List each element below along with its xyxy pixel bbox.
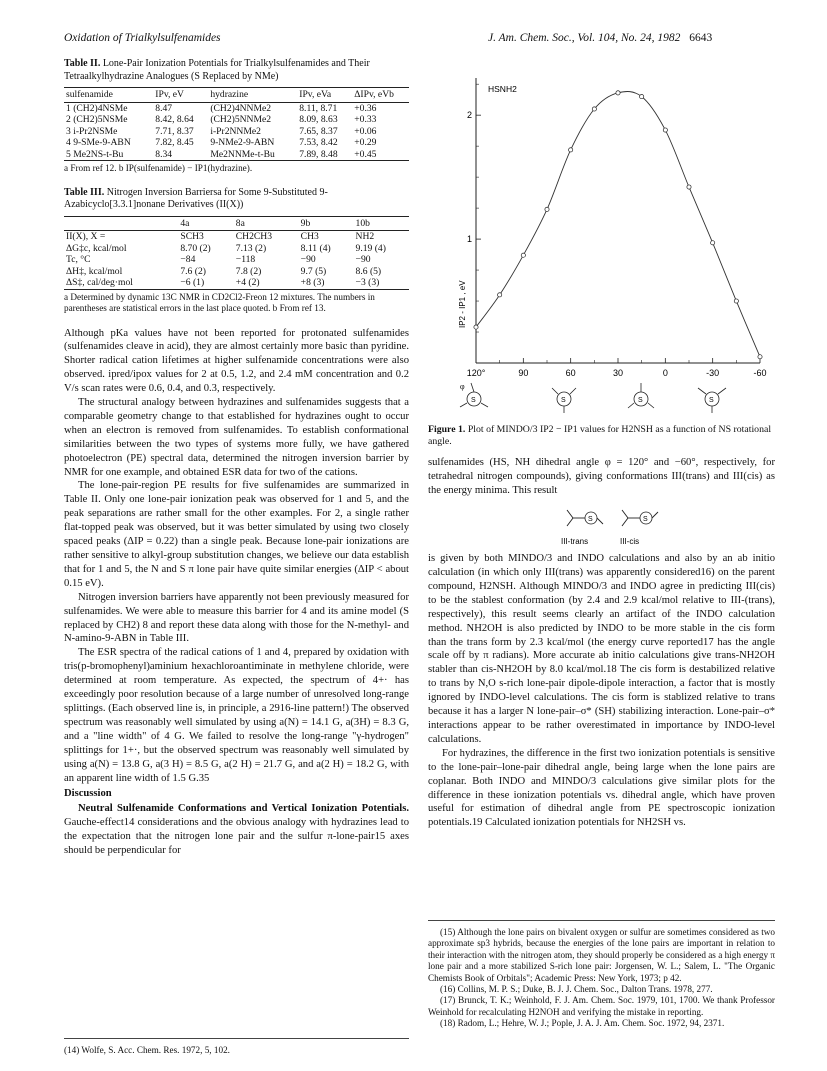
table-cell: (CH2)4NNMe2 — [210, 102, 272, 114]
svg-text:S: S — [643, 516, 648, 524]
table-cell: Tc, °C — [66, 254, 91, 265]
table2-header: hydrazine — [208, 88, 297, 103]
table3-header: 10b — [354, 216, 409, 231]
table3-caption — [64, 187, 409, 212]
table-row — [64, 266, 409, 278]
svg-text:S: S — [638, 397, 643, 404]
table-cell: 7.89, 8.48 — [299, 148, 338, 160]
series-line — [476, 92, 760, 357]
table-cell: +8 (3) — [300, 277, 325, 288]
data-point — [711, 241, 715, 245]
table-row — [64, 254, 409, 266]
table3-caption-label: Table III. — [64, 186, 105, 198]
table3-header: 9b — [299, 216, 354, 231]
conformer-cis — [620, 510, 658, 546]
x-tick-label: -60 — [753, 368, 767, 378]
table3-footnote: a Determined by dynamic 13C NMR in CD2Cl2-Freon 12 mixtures. The numbers in parentheses are statistical errors in the last place quoted. b From ref 13. — [64, 291, 375, 313]
running-header-right — [488, 32, 712, 44]
footnote-14: (14) Wolfe, S. Acc. Chem. Res. 1972, 5, 102. — [64, 1038, 409, 1055]
table-cell: +0.36 — [354, 102, 377, 114]
x-tick-label: 120° — [466, 368, 486, 378]
x-tick-label: 90 — [518, 368, 529, 378]
data-point — [592, 107, 596, 111]
x-tick-label: 30 — [612, 368, 624, 378]
table-cell: i-Pr2NNMe2 — [210, 125, 261, 137]
figure-1-chart — [428, 58, 775, 418]
table-cell: 8.42, 8.64 — [155, 114, 194, 125]
x-ticks — [467, 358, 767, 378]
data-point — [758, 355, 762, 359]
y-axis-label: IP2 - IP1 , eV — [458, 280, 467, 328]
table-cell: 8.47 — [155, 102, 173, 114]
table-cell: +0.33 — [354, 114, 377, 125]
table-cell: (CH2)5NNMe2 — [210, 114, 272, 125]
table-cell: 7.82, 8.45 — [155, 137, 194, 148]
y-tick-label: 1 — [466, 234, 472, 245]
table-cell: 7.8 (2) — [235, 265, 262, 277]
table-cell: NH2 — [355, 231, 375, 242]
data-point — [498, 293, 502, 297]
table2-header: sulfenamide — [64, 88, 153, 103]
footnote-15: (15) Although the lone pairs on bivalent oxygen or sulfur are sometimes considered as two approximate sp3 hybrids, because the energies of the lone pairs are important in relation to their interaction with the nitrogen atom, they should properly be considered as a high energy π lone pair and a more stabilized S-rich lone pair: Jorgensen, W. L.; Salem, L. "The Organic Chemists Book of Orbitals"; Academic Press: New York, 1973; p 42. — [428, 927, 775, 983]
table-cell: −6 (1) — [180, 277, 205, 288]
body-paragraph: The ESR spectra of the radical cations of 1 and 4, prepared by oxidation with tris(p-bromophenyl)aminium hexachloroantiminate in methylene chloride, were determined at room temperature. As expected, the spectrum of 4+· has exceedingly poor resolution because of a large number of unresolved long-range splittings. (Each observed line is, in principle, a 2916-line pattern!) The observed spectrum was reasonably well simulated by using a(N) = 14.1 G, a(3H) = 8.3 G, and a "line width" of 4 G. We failed to resolve the long-range "γ-hydrogen" splittings for 1+·, but the observed spectrum was reasonably well simulated by using a(N) = 13.8 G, a(3 H) = 8.5 G, a(2 H) = 21.7 G, and a(2 H) = 18.2 G, with an apparent line width of 1.5 G.35 — [64, 647, 409, 784]
table2-caption-label: Table II. — [64, 58, 101, 69]
table3-header: 8a — [234, 216, 299, 231]
body-paragraph: is given by both MINDO/3 and INDO calculations and also by an ab initio calculation (in which only III(trans) was apparently considered16) on the parent compound, H2NSH. Although MINDO/3 and INDO agree in predicting III(cis) to be the stablest conformation (by 2.4 and 2.9 kcal/mol relative to III-(trans), respectively), this result seems clearly an artifact of the INDO calculation method. NH2OH is also predicted by INDO to be more stable in the cis form than the trans form by 2.3 kcal/mol (the energy curve reported17 has the angle scale off by π radians). More accurate ab initio calculations give trans-NH2OH stabler than cis-NH2OH by 8.0 kcal/mol.18 The cis form is destabilized relative to trans by N,O s-rich lone-pair dipole-dipole interaction, a factor that is mostly ignored by INDO-level calculations. The cis form is stablized relative to trans because it has a larger N lone-pair–σ* (SH) stabilizing interaction. Lone-pair–σ* interactions appear to be rather overestimated in importance by INDO-level calculations. — [428, 553, 775, 745]
conformer-label-trans: III-trans — [561, 537, 589, 547]
table3 — [64, 216, 409, 290]
table-cell: 7.6 (2) — [180, 265, 206, 277]
table3-header — [64, 216, 178, 231]
data-points — [474, 91, 762, 359]
table-cell: 7.71, 8.37 — [155, 125, 194, 137]
right-column — [428, 58, 775, 830]
table-cell: 5 Me2NS-t-Bu — [66, 148, 124, 160]
table-row — [64, 126, 409, 138]
y-tick-label: 2 — [466, 110, 472, 121]
conformer-structures — [428, 500, 775, 546]
data-point — [474, 325, 478, 329]
newman-projection-120 — [460, 382, 488, 407]
table3-header: 4a — [178, 216, 233, 231]
table-cell: ΔG‡c, kcal/mol — [66, 242, 127, 254]
phi-symbol: φ — [460, 382, 465, 391]
table-cell: 8.11, 8.71 — [299, 102, 338, 114]
table-row — [64, 231, 409, 243]
svg-text:S: S — [588, 516, 593, 524]
figure-1-caption — [428, 424, 775, 448]
table-cell: ΔH‡, kcal/mol — [66, 265, 123, 277]
newman-projection-0 — [628, 383, 654, 408]
svg-text:S: S — [561, 397, 566, 404]
table-cell: +0.45 — [354, 148, 377, 160]
table-cell: 3 i-Pr2NSMe — [66, 125, 118, 137]
series-label: HSNH2 — [488, 84, 517, 94]
table3-header-row — [64, 216, 409, 231]
data-point — [640, 94, 644, 98]
journal-citation: J. Am. Chem. Soc., Vol. 104, No. 24, 1982 — [488, 32, 681, 44]
table-cell: 1 (CH2)4NSMe — [66, 102, 128, 114]
table2-footnote: a From ref 12. b IP(sulfenamide) − IP1(hydrazine). — [64, 163, 253, 173]
discussion-paragraph — [64, 802, 409, 858]
table-cell: 4 9-SMe-9-ABN — [66, 137, 131, 148]
body-paragraph: Nitrogen inversion barriers have apparently not been previously measured for sulfenamides. We were able to measure this barrier for 4 and its amine model (S replaced by CH2) 8 and report these data along with those for the N-methyl- and N-amino-9-ABN in Table III. — [64, 591, 409, 645]
table3-caption-text: Nitrogen Inversion Barriersa for Some 9-Substituted 9-Azabicyclo[3.3.1]nonane Derivatives (II(X)) — [64, 186, 328, 210]
figure-1-caption-text: Plot of MINDO/3 IP2 − IP1 values for H2NSH as a function of NS rotational angle. — [428, 424, 772, 448]
table-row — [64, 149, 409, 161]
figure-1-caption-label: Figure 1. — [428, 424, 466, 435]
body-paragraph: The structural analogy between hydrazines and sulfenamides suggests that a comparable geometry change to that established for hydrazines ought to occur when an electron is removed from sulfenamides. To establish conformational similarities between the two types of systems more fully, we have gathered photoelectron (PE) spectral data, determined the nitrogen inversion barrier by NMR for one example, and obtained ESR data for two of the cations. — [64, 397, 409, 478]
conformer-label-cis: III-cis — [620, 537, 640, 547]
table2-header: IPv, eVa — [297, 88, 352, 103]
table-cell: II(X), X = — [66, 231, 106, 242]
page-number: 6643 — [689, 32, 713, 44]
table-row — [64, 277, 409, 289]
table-cell: Me2NNMe-t-Bu — [210, 148, 275, 160]
data-point — [734, 299, 738, 303]
left-column — [64, 58, 409, 858]
body-paragraph: The lone-pair-region PE results for five sulfenamides are summarized in Table II. Only one lone-pair ionization peak was observed for 1 and 5, and the peak separations are rather small for the other examples. For 2, a single rather flat-topped peak was observed, but it was better simulated by using two closely spaced peaks (ΔIP = 0.22) than a single peak. Because lone-pair ionizations are rather sensitive to alkyl-group substitution changes, we believe our data establish that for 1 and 5, the N and S π lone pair have quite similar energies (ΔIP < about 0.15 eV). — [64, 480, 409, 589]
table-cell: 8.70 (2) — [180, 242, 211, 254]
table-row — [64, 137, 409, 149]
table-cell: 8.6 (5) — [355, 265, 382, 277]
table-cell: +0.29 — [354, 137, 377, 148]
footnote-18: (18) Radom, L.; Hehre, W. J.; Pople, J. A. J. Am. Chem. Soc. 1972, 94, 2371. — [440, 1018, 725, 1029]
newman-projection-neg60 — [698, 388, 726, 413]
section-heading: Discussion — [64, 788, 112, 800]
body-paragraph: For hydrazines, the difference in the first two ionization potentials is sensitive to the lone-pair–lone-pair dihedral angle, being large when the lone pairs are coplanar. Both INDO and MINDO/3 calculations give similar plots for the difference in these ionization potentials vs. dihedral angle, which have proven useful for estimation of dihedral angle from PE spectroscopic ionization potentials.19 Calculated ionization potentials for NH2SH vs. — [428, 747, 775, 829]
footnotes-right — [428, 920, 775, 1030]
table2-header: IPv, eV — [153, 88, 208, 103]
table-cell: 7.65, 8.37 — [299, 125, 338, 137]
footnote-17: (17) Brunck, T. K.; Weinhold, F. J. Am. Chem. Soc. 1979, 101, 1700. We thank Professor Weinhold for recalculating H2NOH and verifying the mistake in reporting. — [428, 995, 775, 1017]
table2 — [64, 87, 409, 161]
table-cell: −3 (3) — [355, 277, 380, 288]
footnote-16: (16) Collins, M. P. S.; Duke, B. J. J. Chem. Soc., Dalton Trans. 1978, 277. — [440, 984, 713, 995]
x-tick-label: 0 — [662, 368, 668, 378]
table-cell: 9-NMe2-9-ABN — [210, 137, 275, 148]
table-cell: 8.09, 8.63 — [299, 114, 338, 125]
data-point — [545, 207, 549, 211]
body-paragraph: Although pKa values have not been reported for protonated sulfenamides (sulfenamides cleave in acid), they are almost certainly more basic than pyridine. Shorter radical cation lifetimes at higher sulfenamide concentrations were also observed. ipred/ipox values for 2 at 0.5, 1.2, and 2.4 mM concentration and 0.2 V/s scan rates were 0.6, 0.4, and 0.3, respectively. — [64, 327, 409, 395]
data-point — [616, 91, 620, 95]
table-cell: SCH3 — [180, 231, 204, 242]
body-paragraph: sulfenamides (HS, NH dihedral angle φ = 120° and −60°, respectively, for tetrahedral nitrogen compounds), giving conformations III(trans) and III(cis) as the energy minima. This result — [428, 457, 775, 497]
table-cell: +0.06 — [354, 125, 377, 137]
table2-header-row — [64, 88, 409, 103]
table-cell: 8.11 (4) — [300, 242, 331, 254]
table-cell: −118 — [235, 254, 256, 265]
table-cell: −90 — [300, 254, 316, 265]
table-cell: 7.53, 8.42 — [299, 137, 338, 148]
table-cell: −84 — [180, 254, 196, 265]
x-tick-label: -30 — [706, 368, 720, 378]
table-row — [64, 243, 409, 255]
discussion-text: Gauche-effect14 considerations and the obvious analogy with hydrazines lead to the expectation that the nitrogen lone pair and the sulfur π-lone-pair15 axes should be perpendicular for — [64, 817, 409, 857]
data-point — [687, 185, 691, 189]
table-cell: ΔS‡, cal/deg·mol — [66, 277, 133, 288]
table-row — [64, 102, 409, 114]
svg-text:S: S — [709, 397, 714, 404]
table-cell: 7.13 (2) — [235, 242, 267, 254]
table-cell: 9.19 (4) — [355, 242, 386, 254]
running-header-left: Oxidation of Trialkylsulfenamides — [64, 32, 221, 44]
table-cell: CH2CH3 — [235, 231, 273, 242]
table-cell: 2 (CH2)5NSMe — [66, 114, 128, 125]
figure-1 — [428, 58, 775, 418]
x-tick-label: 60 — [565, 368, 576, 378]
table-cell: 8.34 — [155, 148, 173, 160]
table-cell: CH3 — [300, 231, 319, 242]
table2-caption-text: Lone-Pair Ionization Potentials for Trialkylsulfenamides and Their Tetraalkylhydrazine Analogues (S Replaced by NMe) — [64, 58, 370, 82]
data-point — [521, 253, 525, 257]
svg-text:S: S — [471, 397, 476, 404]
table2-header: ΔIPv, eVb — [352, 88, 409, 103]
table-cell: 9.7 (5) — [300, 265, 327, 277]
table2-caption — [64, 58, 409, 83]
conformer-trans — [561, 510, 603, 546]
table-cell: −90 — [355, 254, 371, 265]
conformer-drawing — [428, 500, 775, 546]
subsection-heading: Neutral Sulfenamide Conformations and Vertical Ionization Potentials. — [78, 803, 409, 815]
table-cell: +4 (2) — [235, 277, 260, 288]
data-point — [663, 128, 667, 132]
data-point — [569, 148, 573, 152]
table-row — [64, 114, 409, 126]
newman-projection-60 — [552, 388, 576, 413]
y-ticks — [467, 84, 481, 332]
